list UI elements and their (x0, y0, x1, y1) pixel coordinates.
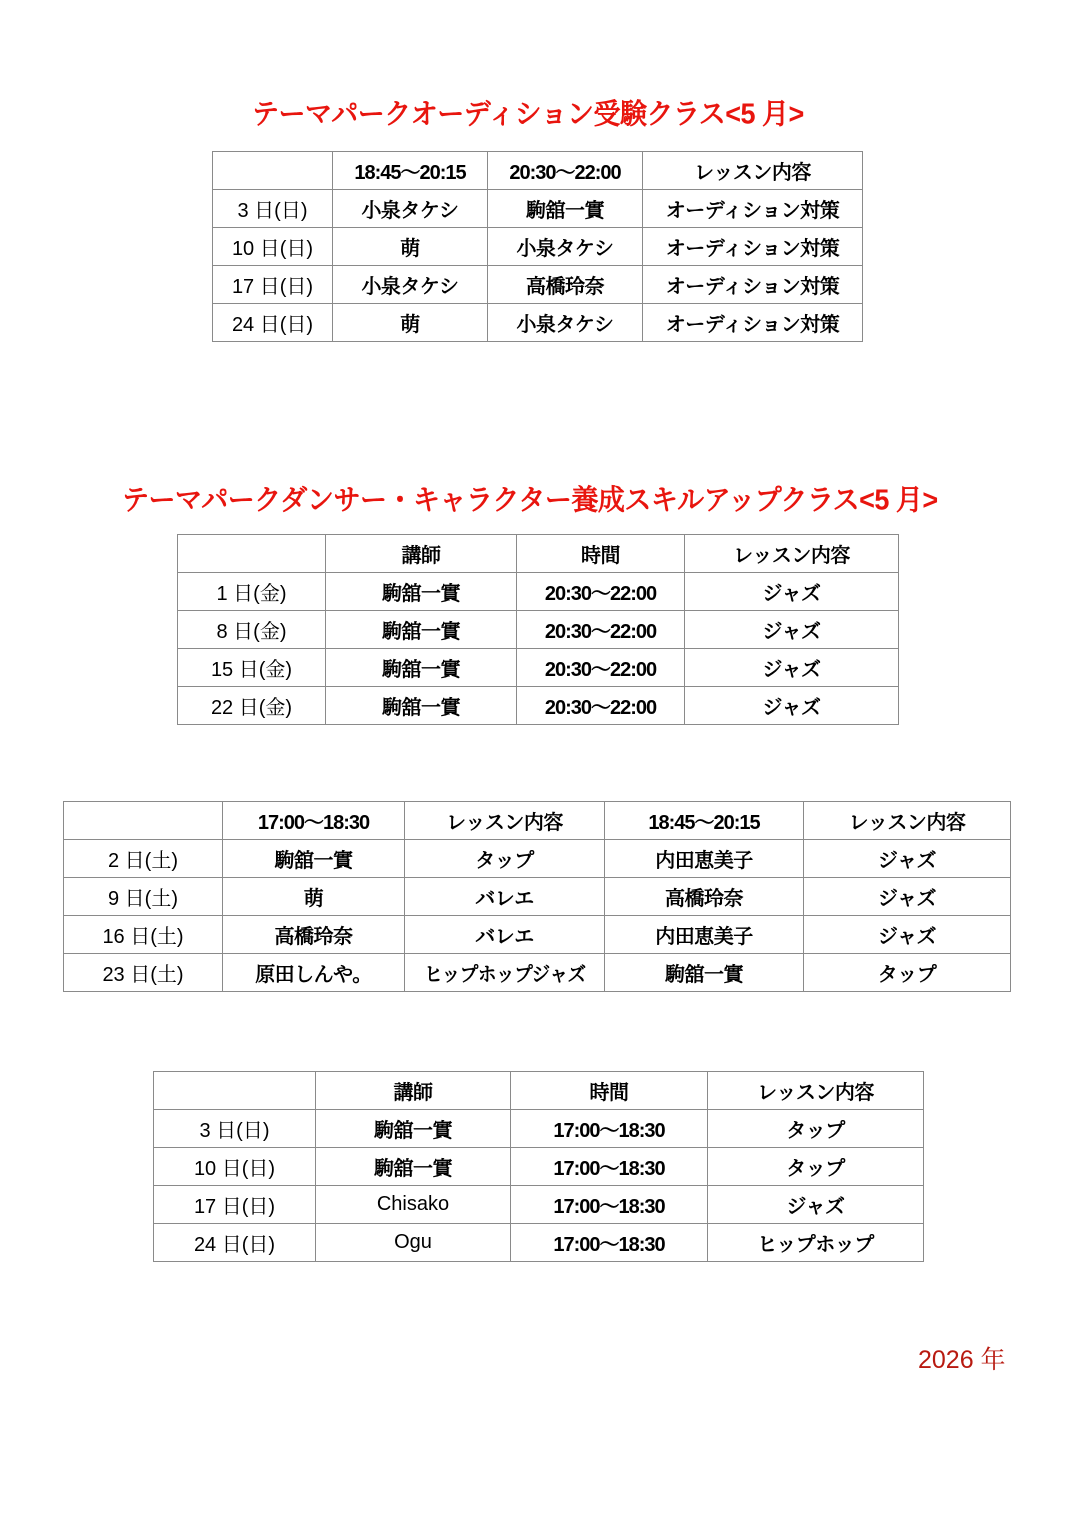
instructor-cell: 萌 (333, 228, 488, 266)
date-cell: 17 日(日) (154, 1186, 316, 1224)
instructor-cell: 駒舘一實 (326, 649, 517, 687)
time-cell: 20:30～22:00 (517, 573, 685, 611)
table-header-row (213, 152, 863, 190)
instructor-cell: 駒舘一實 (223, 840, 405, 878)
instructor-cell: 小泉タケシ (488, 228, 643, 266)
table-header-cell: 20:30～22:00 (488, 152, 643, 190)
table-row (154, 1110, 924, 1148)
audition-class-heading: テーマパークオーディション受験クラス<5 月> (252, 98, 804, 131)
table-header-cell: 講師 (316, 1072, 511, 1110)
table-header-cell (178, 535, 326, 573)
time-cell: 17:00～18:30 (511, 1186, 708, 1224)
instructor-cell: 高橋玲奈 (223, 916, 405, 954)
saturday-class-table (63, 801, 1011, 992)
time-cell: 20:30～22:00 (517, 687, 685, 725)
instructor-cell: 駒舘一實 (316, 1148, 511, 1186)
lesson-content-cell: ジャズ (685, 687, 899, 725)
lesson-content-cell: タップ (405, 840, 605, 878)
instructor-cell: 小泉タケシ (333, 190, 488, 228)
lesson-content-cell: タップ (708, 1110, 924, 1148)
date-cell: 1 日(金) (178, 573, 326, 611)
date-cell: 17 日(日) (213, 266, 333, 304)
date-cell: 3 日(日) (154, 1110, 316, 1148)
time-cell: 20:30～22:00 (517, 611, 685, 649)
table-row (64, 954, 1011, 992)
lesson-content-cell: ジャズ (804, 878, 1011, 916)
instructor-cell: 高橋玲奈 (605, 878, 804, 916)
table-row (213, 266, 863, 304)
table-header-cell: レッスン内容 (804, 802, 1011, 840)
table-header-cell: レッスン内容 (685, 535, 899, 573)
lesson-content-cell: オーディション対策 (643, 266, 863, 304)
lesson-content-cell: タップ (804, 954, 1011, 992)
table-header-cell (154, 1072, 316, 1110)
instructor-cell: 原田しんや。 (223, 954, 405, 992)
year-label: 2026 年 (918, 1346, 1006, 1374)
time-cell: 17:00～18:30 (511, 1224, 708, 1262)
lesson-content-cell: バレエ (405, 916, 605, 954)
table-header-cell: 17:00～18:30 (223, 802, 405, 840)
table-row (154, 1148, 924, 1186)
lesson-content-cell: ヒップホップ (708, 1224, 924, 1262)
table-row (64, 840, 1011, 878)
lesson-content-cell: バレエ (405, 878, 605, 916)
lesson-content-cell: ジャズ (685, 611, 899, 649)
date-cell: 8 日(金) (178, 611, 326, 649)
table-row (213, 228, 863, 266)
lesson-content-cell: オーディション対策 (643, 190, 863, 228)
skillup-class-heading: テーマパークダンサー・キャラクター養成スキルアップクラス<5 月> (122, 484, 938, 517)
table-row (64, 916, 1011, 954)
lesson-content-cell: ジャズ (708, 1186, 924, 1224)
table-row (154, 1186, 924, 1224)
table-header-cell: 講師 (326, 535, 517, 573)
table-header-row (64, 802, 1011, 840)
table-header-cell: 時間 (511, 1072, 708, 1110)
date-cell: 2 日(土) (64, 840, 223, 878)
date-cell: 10 日(日) (154, 1148, 316, 1186)
instructor-cell: 小泉タケシ (333, 266, 488, 304)
table-row (64, 878, 1011, 916)
instructor-cell: 駒舘一實 (316, 1110, 511, 1148)
instructor-cell: 高橋玲奈 (488, 266, 643, 304)
table-row (213, 190, 863, 228)
instructor-cell: 内田恵美子 (605, 840, 804, 878)
instructor-cell: 駒舘一實 (326, 573, 517, 611)
date-cell: 3 日(日) (213, 190, 333, 228)
audition-class-table (212, 151, 863, 342)
table-row (178, 687, 899, 725)
lesson-content-cell: オーディション対策 (643, 304, 863, 342)
table-header-cell (64, 802, 223, 840)
table-row (178, 573, 899, 611)
instructor-cell: 萌 (223, 878, 405, 916)
time-cell: 17:00～18:30 (511, 1148, 708, 1186)
table-header-cell (213, 152, 333, 190)
sunday-class-table (153, 1071, 924, 1262)
lesson-content-cell: ジャズ (685, 573, 899, 611)
table-header-cell: レッスン内容 (643, 152, 863, 190)
time-cell: 17:00～18:30 (511, 1110, 708, 1148)
table-header-row (178, 535, 899, 573)
instructor-cell: 萌 (333, 304, 488, 342)
table-row (213, 304, 863, 342)
lesson-content-cell: タップ (708, 1148, 924, 1186)
table-row (178, 611, 899, 649)
date-cell: 22 日(金) (178, 687, 326, 725)
table-row (178, 649, 899, 687)
table-header-cell: 18:45～20:15 (333, 152, 488, 190)
date-cell: 24 日(日) (213, 304, 333, 342)
instructor-cell: 駒舘一實 (605, 954, 804, 992)
table-header-row (154, 1072, 924, 1110)
time-cell: 20:30～22:00 (517, 649, 685, 687)
instructor-cell: 駒舘一實 (488, 190, 643, 228)
lesson-content-text: ヒップホップジャズ (423, 964, 586, 986)
lesson-content-cell (405, 954, 605, 992)
lesson-content-cell: オーディション対策 (643, 228, 863, 266)
table-header-cell: レッスン内容 (405, 802, 605, 840)
instructor-cell: 小泉タケシ (488, 304, 643, 342)
lesson-content-cell: ジャズ (685, 649, 899, 687)
lesson-content-cell: ジャズ (804, 916, 1011, 954)
instructor-cell: 内田恵美子 (605, 916, 804, 954)
friday-class-table (177, 534, 899, 725)
instructor-cell: Chisako (316, 1186, 511, 1224)
table-header-cell: 時間 (517, 535, 685, 573)
date-cell: 10 日(日) (213, 228, 333, 266)
date-cell: 24 日(日) (154, 1224, 316, 1262)
instructor-cell: Ogu (316, 1224, 511, 1262)
date-cell: 23 日(土) (64, 954, 223, 992)
instructor-cell: 駒舘一實 (326, 611, 517, 649)
lesson-content-cell: ジャズ (804, 840, 1011, 878)
table-row (154, 1224, 924, 1262)
instructor-cell: 駒舘一實 (326, 687, 517, 725)
date-cell: 15 日(金) (178, 649, 326, 687)
table-header-cell: 18:45～20:15 (605, 802, 804, 840)
table-header-cell: レッスン内容 (708, 1072, 924, 1110)
date-cell: 9 日(土) (64, 878, 223, 916)
date-cell: 16 日(土) (64, 916, 223, 954)
